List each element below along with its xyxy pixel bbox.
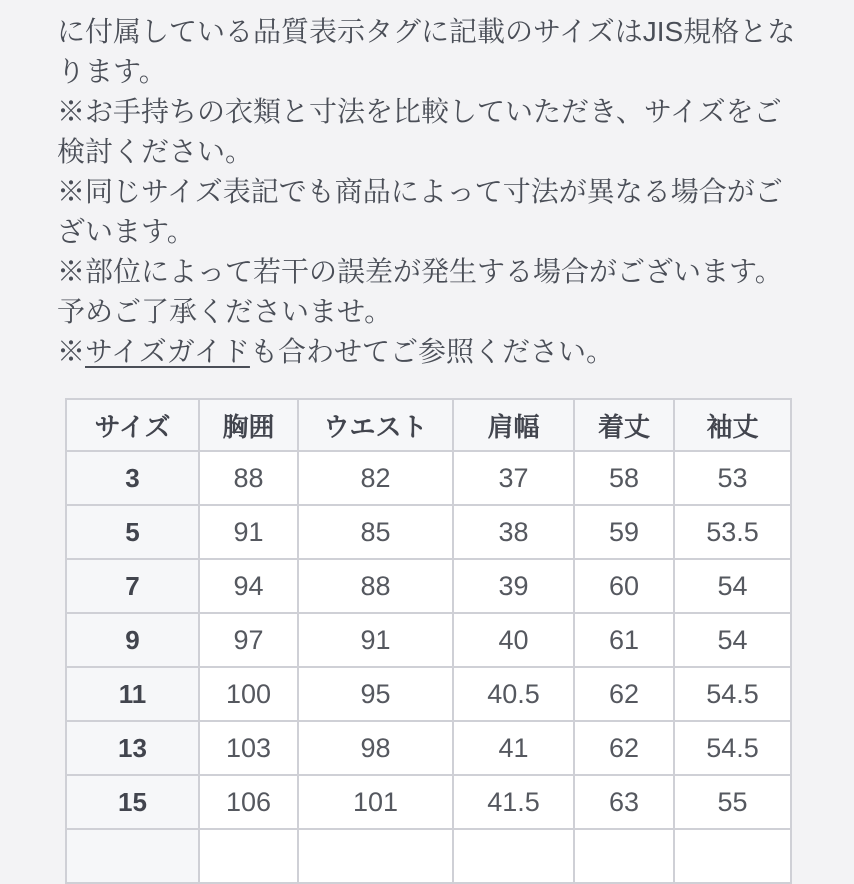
- waist-cell: 91: [298, 613, 453, 667]
- sleeve-cell: [674, 829, 791, 883]
- shoulder-cell: 39: [453, 559, 574, 613]
- chest-cell: 91: [199, 505, 298, 559]
- sizing-notes: [0, 0, 854, 372]
- sleeve-cell: 54.5: [674, 667, 791, 721]
- table-row: [66, 667, 791, 721]
- size-cell: 13: [66, 721, 199, 775]
- chest-cell: 106: [199, 775, 298, 829]
- waist-cell: 82: [298, 451, 453, 505]
- size-cell: 7: [66, 559, 199, 613]
- sleeve-cell: 53.5: [674, 505, 791, 559]
- sleeve-cell: 55: [674, 775, 791, 829]
- waist-cell: 101: [298, 775, 453, 829]
- table-row: [66, 559, 791, 613]
- sleeve-cell: 54: [674, 559, 791, 613]
- shoulder-cell: 37: [453, 451, 574, 505]
- length-cell: 63: [574, 775, 674, 829]
- waist-cell: [298, 829, 453, 883]
- shoulder-cell: 41: [453, 721, 574, 775]
- sleeve-cell: 53: [674, 451, 791, 505]
- size-cell: 5: [66, 505, 199, 559]
- shoulder-cell: [453, 829, 574, 883]
- col-header-chest: 胸囲: [199, 399, 298, 451]
- length-cell: 59: [574, 505, 674, 559]
- waist-cell: 85: [298, 505, 453, 559]
- waist-cell: 98: [298, 721, 453, 775]
- note-size-guide-prefix: ※: [57, 336, 86, 367]
- chest-cell: [199, 829, 298, 883]
- table-row: [66, 775, 791, 829]
- chest-cell: 100: [199, 667, 298, 721]
- size-cell: 15: [66, 775, 199, 829]
- sleeve-cell: 54: [674, 613, 791, 667]
- table-row-partial: [66, 829, 791, 883]
- col-header-size: サイズ: [66, 399, 199, 451]
- table-row: [66, 721, 791, 775]
- shoulder-cell: 38: [453, 505, 574, 559]
- note-jis: に付属している品質表示タグに記載のサイズはJIS規格となります。: [57, 16, 796, 87]
- table-row: [66, 451, 791, 505]
- col-header-sleeve: 袖丈: [674, 399, 791, 451]
- note-size-guide-suffix: も合わせてご参照ください。: [249, 336, 614, 367]
- shoulder-cell: 40: [453, 613, 574, 667]
- length-cell: 61: [574, 613, 674, 667]
- chest-cell: 103: [199, 721, 298, 775]
- col-header-waist: ウエスト: [298, 399, 453, 451]
- col-header-shoulder: 肩幅: [453, 399, 574, 451]
- length-cell: 60: [574, 559, 674, 613]
- note-size-guide: [57, 332, 798, 372]
- table-row: [66, 613, 791, 667]
- length-cell: 58: [574, 451, 674, 505]
- sleeve-cell: 54.5: [674, 721, 791, 775]
- note-compare: ※お手持ちの衣類と寸法を比較していただき、サイズをご検討ください。: [57, 96, 782, 167]
- note-error-margin: ※部位によって若干の誤差が発生する場合がございます。予めご了承くださいませ。: [57, 256, 783, 327]
- length-cell: 62: [574, 667, 674, 721]
- col-header-length: 着丈: [574, 399, 674, 451]
- shoulder-cell: 40.5: [453, 667, 574, 721]
- waist-cell: 88: [298, 559, 453, 613]
- chest-cell: 97: [199, 613, 298, 667]
- length-cell: 62: [574, 721, 674, 775]
- shoulder-cell: 41.5: [453, 775, 574, 829]
- waist-cell: 95: [298, 667, 453, 721]
- table-header-row: [66, 399, 791, 451]
- size-cell: [66, 829, 199, 883]
- chest-cell: 88: [199, 451, 298, 505]
- size-cell: 3: [66, 451, 199, 505]
- note-difference: ※同じサイズ表記でも商品によって寸法が異なる場合がございます。: [57, 176, 783, 247]
- table-row: [66, 505, 791, 559]
- size-cell: 11: [66, 667, 199, 721]
- chest-cell: 94: [199, 559, 298, 613]
- size-cell: 9: [66, 613, 199, 667]
- length-cell: [574, 829, 674, 883]
- size-guide-link[interactable]: サイズガイド: [85, 336, 250, 367]
- size-chart-table: [65, 398, 792, 884]
